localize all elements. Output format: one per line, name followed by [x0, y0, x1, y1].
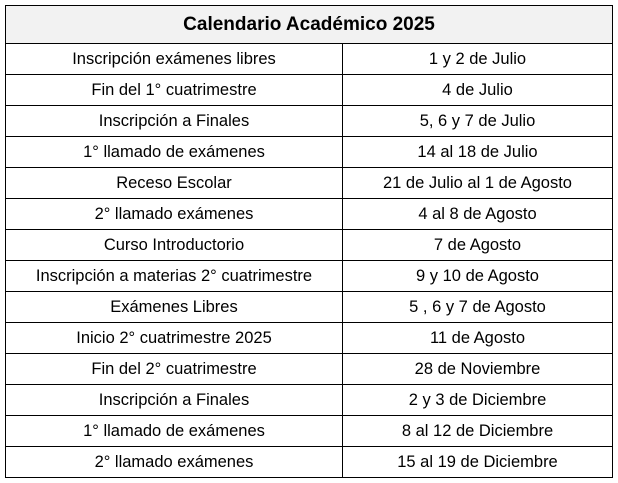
table-row: [6, 261, 613, 292]
event-cell: 1° llamado de exámenes: [6, 137, 343, 168]
date-cell: 5, 6 y 7 de Julio: [343, 106, 613, 137]
table-row: [6, 168, 613, 199]
table-title: Calendario Académico 2025: [6, 6, 613, 44]
table-row: [6, 447, 613, 478]
date-cell: 21 de Julio al 1 de Agosto: [343, 168, 613, 199]
event-cell: Fin del 2° cuatrimestre: [6, 354, 343, 385]
event-cell: Inscripción a Finales: [6, 106, 343, 137]
event-cell: 1° llamado de exámenes: [6, 416, 343, 447]
table-row: [6, 75, 613, 106]
date-cell: 11 de Agosto: [343, 323, 613, 354]
event-cell: Inicio 2° cuatrimestre 2025: [6, 323, 343, 354]
date-cell: 1 y 2 de Julio: [343, 44, 613, 75]
date-cell: 28 de Noviembre: [343, 354, 613, 385]
event-cell: Curso Introductorio: [6, 230, 343, 261]
table-row: [6, 416, 613, 447]
table-body: [6, 44, 613, 478]
academic-calendar-table: [5, 5, 613, 478]
date-cell: 4 al 8 de Agosto: [343, 199, 613, 230]
table-row: [6, 323, 613, 354]
table-row: [6, 292, 613, 323]
event-cell: Fin del 1° cuatrimestre: [6, 75, 343, 106]
event-cell: Inscripción a Finales: [6, 385, 343, 416]
event-cell: Inscripción a materias 2° cuatrimestre: [6, 261, 343, 292]
event-cell: 2° llamado exámenes: [6, 199, 343, 230]
date-cell: 15 al 19 de Diciembre: [343, 447, 613, 478]
date-cell: 7 de Agosto: [343, 230, 613, 261]
event-cell: Exámenes Libres: [6, 292, 343, 323]
date-cell: 4 de Julio: [343, 75, 613, 106]
date-cell: 14 al 18 de Julio: [343, 137, 613, 168]
date-cell: 5 , 6 y 7 de Agosto: [343, 292, 613, 323]
table-row: [6, 44, 613, 75]
event-cell: Receso Escolar: [6, 168, 343, 199]
date-cell: 9 y 10 de Agosto: [343, 261, 613, 292]
date-cell: 2 y 3 de Diciembre: [343, 385, 613, 416]
table-header-row: [6, 6, 613, 44]
table-row: [6, 385, 613, 416]
event-cell: Inscripción exámenes libres: [6, 44, 343, 75]
date-cell: 8 al 12 de Diciembre: [343, 416, 613, 447]
table-row: [6, 354, 613, 385]
table-row: [6, 230, 613, 261]
table-row: [6, 106, 613, 137]
table-row: [6, 137, 613, 168]
event-cell: 2° llamado exámenes: [6, 447, 343, 478]
table-row: [6, 199, 613, 230]
